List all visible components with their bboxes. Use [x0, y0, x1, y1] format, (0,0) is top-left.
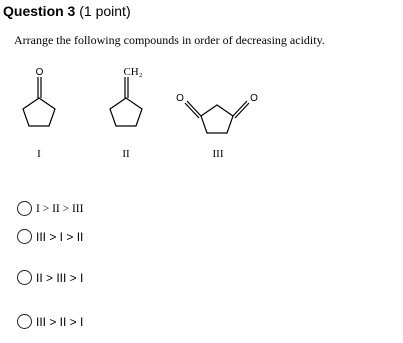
compounds-figure: [0, 60, 403, 160]
question-title: [3, 3, 131, 19]
option-1[interactable]: [17, 201, 83, 216]
question-number: Question 3: [3, 3, 76, 19]
option-2-label: III > I > II: [36, 229, 84, 244]
option-3-radio[interactable]: [17, 270, 32, 285]
compound-iii-numeral: III: [212, 148, 224, 160]
question-prompt: Arrange the following compounds in order of decreasing acidity.: [14, 33, 325, 47]
option-4-label: III > II > I: [36, 314, 84, 329]
compound-ii-ch2-label: CH₂: [123, 66, 143, 78]
option-2-radio[interactable]: [17, 229, 32, 244]
option-1-label: I > II > III: [36, 202, 84, 215]
compound-i-oxygen-label: O: [35, 67, 44, 78]
option-3[interactable]: [17, 270, 83, 285]
option-4[interactable]: [17, 314, 83, 329]
compound-iii-structure: [185, 101, 249, 133]
option-4-radio[interactable]: [17, 314, 32, 329]
compound-iii-oxygen-left-label: O: [176, 93, 184, 104]
compound-ii-numeral: II: [122, 148, 130, 160]
compound-ii-structure: [110, 77, 142, 126]
question-points: (1 point): [79, 3, 131, 19]
option-3-label: II > III > I: [36, 270, 84, 285]
compound-i-structure: [23, 77, 55, 126]
option-2[interactable]: [17, 229, 83, 244]
option-1-radio[interactable]: [17, 201, 32, 216]
compound-iii-oxygen-right-label: O: [250, 93, 258, 104]
compound-i-numeral: I: [37, 148, 41, 160]
